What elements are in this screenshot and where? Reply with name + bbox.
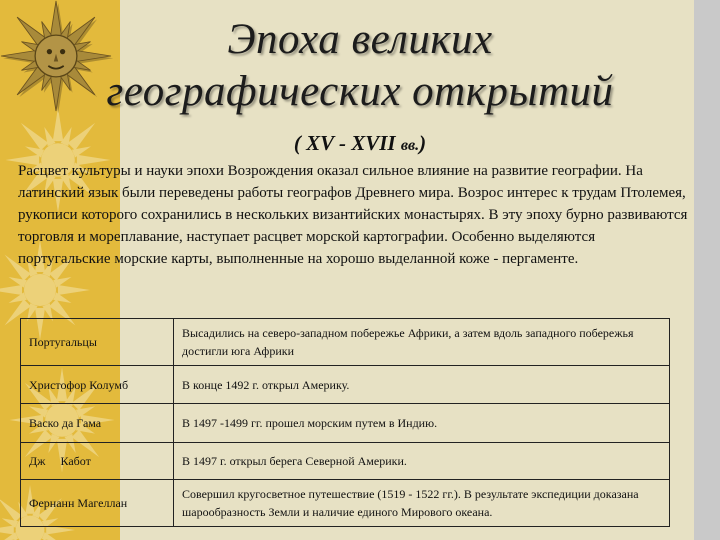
explorer-name: Дж Кабот <box>21 443 174 480</box>
explorer-name: Васко да Гама <box>21 404 174 443</box>
explorer-description: В конце 1492 г. открыл Америку. <box>174 366 670 404</box>
explorer-description: В 1497 г. открыл берега Северной Америки. <box>174 443 670 480</box>
table-row <box>21 404 670 443</box>
right-accent-band <box>694 0 720 540</box>
explorer-description: В 1497 -1499 гг. прошел морским путем в Индию. <box>174 404 670 443</box>
slide-subtitle <box>0 131 720 156</box>
subtitle-small: вв. <box>400 137 420 154</box>
subtitle-end: ) <box>419 131 427 155</box>
table-row <box>21 319 670 366</box>
explorer-name: Фернанн Магеллан <box>21 480 174 527</box>
explorer-name: Христофор Колумб <box>21 366 174 404</box>
table-row <box>21 366 670 404</box>
table-row <box>21 443 670 480</box>
title-line-1: Эпоха великих <box>227 16 493 63</box>
explorer-description: Совершил кругосветное путешествие (1519 - 1522 гг.). В результате экспедиции доказана шарообразность Земли и наличие единого Мирового океана. <box>174 480 670 527</box>
explorer-name: Португальцы <box>21 319 174 366</box>
intro-paragraph: Расцвет культуры и науки эпохи Возрождения оказал сильное влияние на развитие географии. На латинский язык были переведены работы географов Древнего мира. Возрос интерес к трудам Птолемея, рукописи которого сохранились в нескольких византийских монастырях. В эту эпоху бурно развиваются торговля и мореплавание, наступает расцвет морской картографии. Особенно выделяются португальские морские карты, выполненные на хорошо выделанной коже - пергаменте. <box>18 163 688 267</box>
subtitle-main: ( XV - XVII <box>293 131 401 155</box>
slide-title <box>60 14 660 118</box>
table-row <box>21 480 670 527</box>
explorers-table <box>20 318 670 527</box>
title-line-2: географических открытий <box>106 68 614 115</box>
explorer-description: Высадились на северо-западном побережье Африки, а затем вдоль западного побережья достигли юга Африки <box>174 319 670 366</box>
